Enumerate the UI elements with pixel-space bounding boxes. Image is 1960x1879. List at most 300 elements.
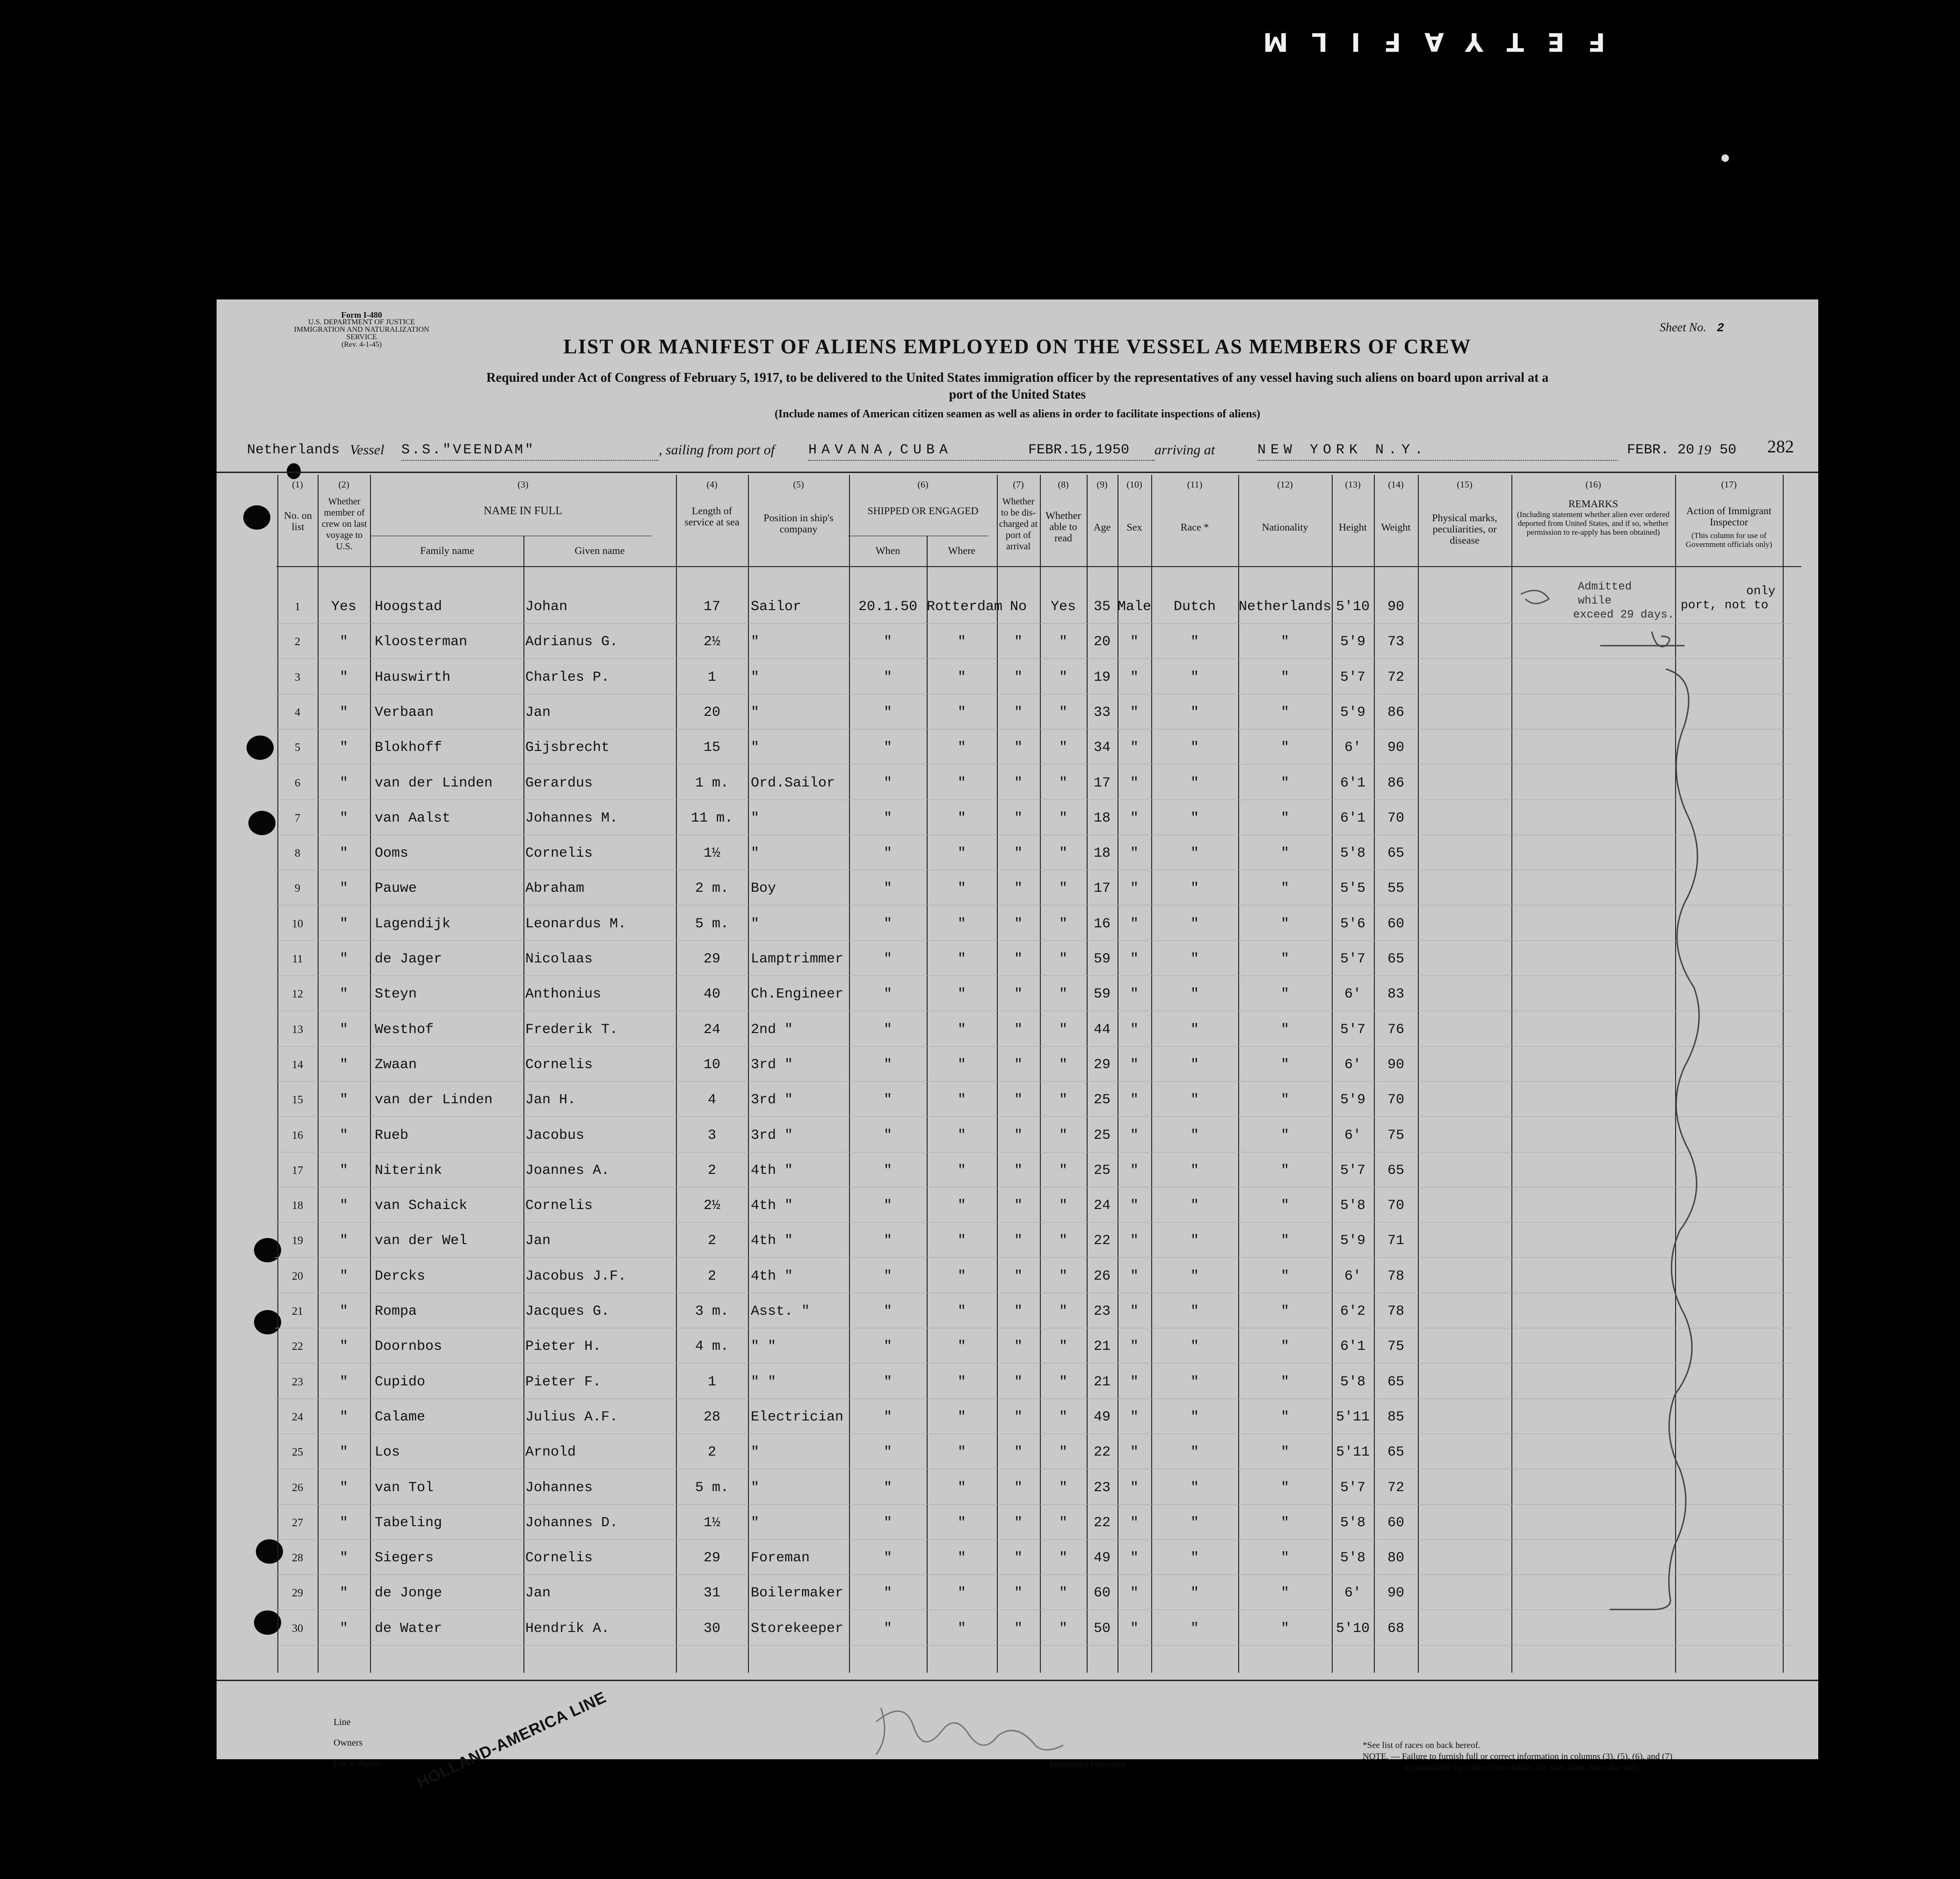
cell-family: Pauwe: [375, 881, 417, 897]
remarks-line-1: Admitted: [1578, 581, 1632, 593]
cell-given: Frederik T.: [525, 1021, 618, 1038]
cell-race: ": [1190, 634, 1199, 650]
cell-sex: ": [1130, 1198, 1139, 1214]
header-remarks: REMARKS: [1568, 498, 1619, 510]
cell-given: Adrianus G.: [525, 634, 618, 650]
cell-disch: ": [1014, 775, 1023, 791]
cell-nat: ": [1280, 1268, 1289, 1284]
cell-where: ": [957, 1127, 966, 1143]
cell-position: ": [751, 1444, 760, 1461]
cell-position: ": [751, 916, 760, 932]
cell-crew: ": [339, 1479, 348, 1496]
cell-given: Johan: [525, 599, 568, 615]
cell-race: ": [1190, 1304, 1199, 1319]
remarks-line-3: exceed 29 days.: [1573, 609, 1675, 621]
cell-weight: 71: [1387, 1233, 1404, 1249]
cell-given: Nicolaas: [525, 951, 593, 967]
cell-age: 59: [1093, 951, 1111, 967]
cell-crew: ": [339, 1620, 348, 1637]
cell-height: 5'10: [1336, 599, 1370, 615]
cell-race: ": [1190, 669, 1199, 685]
cell-given: Jan: [525, 704, 551, 721]
cell-sex: ": [1130, 1056, 1139, 1073]
cell-nat: ": [1280, 1127, 1289, 1143]
cell-given: Joannes A.: [525, 1162, 610, 1179]
cell-read: ": [1059, 1515, 1067, 1531]
cell-position: Sailor: [751, 599, 802, 615]
header-physical-marks: Physical marks, peculiarities, or disease: [1432, 512, 1497, 546]
cell-read: ": [1059, 1021, 1067, 1038]
cell-when: ": [883, 986, 892, 1003]
cell-height: 5'8: [1340, 1515, 1365, 1531]
footer-note-text-1: — Failure to furnish full or correct information in columns (3), (5), (6), and (7): [1391, 1752, 1673, 1762]
cell-race: ": [1190, 1374, 1199, 1390]
col-num: (14): [1388, 480, 1404, 490]
cell-nat: ": [1280, 669, 1289, 685]
cell-crew: ": [339, 1515, 348, 1531]
cell-disch: ": [1014, 916, 1023, 932]
cell-crew: ": [339, 1162, 348, 1179]
cell-age: 20: [1093, 634, 1111, 650]
cell-race: ": [1190, 1550, 1199, 1566]
cell-age: 16: [1093, 916, 1111, 932]
cell-nat: Netherlands: [1238, 599, 1332, 615]
cell-position: Storekeeper: [751, 1620, 844, 1637]
cell-no: 8: [295, 847, 300, 860]
col-num: (11): [1187, 480, 1203, 490]
col-num: (16): [1585, 480, 1601, 490]
cell-crew: ": [339, 986, 348, 1003]
cell-service: 4 m.: [695, 1339, 729, 1355]
header-discharged: Whether to be dis-charged at port of arrival: [999, 496, 1038, 552]
cell-service: 5 m.: [695, 916, 729, 932]
cell-age: 24: [1093, 1198, 1111, 1214]
cell-given: Johannes: [525, 1479, 593, 1496]
cell-when: ": [883, 1268, 892, 1284]
cell-disch: ": [1014, 1056, 1023, 1073]
cell-age: 22: [1093, 1515, 1111, 1531]
arrival-date: FEBR. 20: [1627, 442, 1695, 458]
cell-height: 6': [1344, 1268, 1361, 1284]
cell-crew: ": [339, 881, 348, 897]
page-number: 282: [1767, 437, 1794, 457]
cell-service: 15: [703, 740, 720, 756]
cell-service: 30: [703, 1620, 720, 1637]
cell-sex: ": [1130, 1585, 1139, 1602]
cell-disch: ": [1014, 845, 1023, 862]
cell-position: ": [751, 810, 760, 826]
cell-sex: ": [1130, 634, 1139, 650]
cell-crew: ": [339, 775, 348, 791]
footer-line-label: Line: [334, 1717, 351, 1727]
cell-disch: ": [1014, 1374, 1023, 1390]
cell-height: 6': [1344, 1585, 1361, 1602]
cell-read: ": [1059, 669, 1067, 685]
cell-service: 4: [707, 1092, 716, 1108]
cell-read: ": [1059, 1233, 1067, 1249]
cell-when: ": [883, 810, 892, 826]
cell-race: ": [1190, 951, 1199, 967]
film-dot: [1721, 154, 1729, 162]
cell-when: ": [883, 881, 892, 897]
cell-no: 10: [292, 918, 303, 930]
cell-read: ": [1059, 1162, 1067, 1179]
header-height: Height: [1339, 521, 1367, 533]
cell-when: ": [883, 916, 892, 932]
cell-height: 6'1: [1340, 810, 1365, 826]
col-num: (15): [1457, 480, 1473, 490]
cell-sex: ": [1130, 1444, 1139, 1461]
cell-family: Hauswirth: [375, 669, 451, 685]
binder-hole: [243, 505, 270, 530]
cell-position: Boy: [751, 881, 777, 897]
col-num: (12): [1277, 480, 1293, 490]
cell-height: 6': [1344, 1056, 1361, 1073]
cell-nat: ": [1280, 775, 1289, 791]
cell-crew: ": [339, 1550, 348, 1566]
cell-read: ": [1059, 740, 1067, 756]
cell-family: Westhof: [375, 1021, 434, 1038]
cell-family: Dercks: [375, 1268, 426, 1284]
cell-when: ": [883, 1550, 892, 1566]
cell-where: ": [957, 951, 966, 967]
cell-height: 5'8: [1340, 1198, 1365, 1214]
col-num: (13): [1345, 480, 1361, 490]
cell-family: van Tol: [375, 1479, 434, 1496]
cell-no: 17: [292, 1164, 303, 1177]
cell-sex: ": [1130, 810, 1139, 826]
cell-age: 18: [1093, 810, 1111, 826]
cell-where: ": [957, 1585, 966, 1602]
cell-weight: 90: [1387, 1585, 1404, 1602]
cell-service: 1½: [703, 1515, 720, 1531]
cell-where: ": [957, 1021, 966, 1038]
cell-sex: ": [1130, 1409, 1139, 1425]
cell-position: 3rd ": [751, 1127, 793, 1143]
cell-weight: 78: [1387, 1304, 1404, 1319]
cell-sex: ": [1130, 916, 1139, 932]
cell-given: Jacques G.: [525, 1304, 610, 1319]
header-crew-last-voyage: Whether member of crew on last voyage to U.S.: [321, 496, 367, 552]
cell-no: 14: [292, 1058, 303, 1071]
remarks-line-2: while: [1578, 595, 1612, 607]
cell-nat: ": [1280, 1092, 1289, 1108]
cell-weight: 72: [1387, 669, 1404, 685]
cell-race: ": [1190, 1233, 1199, 1249]
cell-height: 5'7: [1340, 1162, 1365, 1179]
cell-race: ": [1190, 1092, 1199, 1108]
cell-height: 5'9: [1340, 1092, 1365, 1108]
cell-nat: ": [1280, 1550, 1289, 1566]
cell-nat: ": [1280, 916, 1289, 932]
cell-sex: ": [1130, 951, 1139, 967]
cell-disch: ": [1014, 1233, 1023, 1249]
cell-family: Rompa: [375, 1304, 417, 1319]
cell-weight: 83: [1387, 986, 1404, 1003]
cell-nat: ": [1280, 810, 1289, 826]
cell-when: ": [883, 1444, 892, 1461]
cell-crew: ": [339, 916, 348, 932]
cell-crew: ": [339, 810, 348, 826]
cell-weight: 65: [1387, 951, 1404, 967]
cell-given: Julius A.F.: [525, 1409, 618, 1425]
cell-weight: 68: [1387, 1620, 1404, 1637]
cell-age: 33: [1093, 704, 1111, 721]
cell-position: Foreman: [751, 1550, 810, 1566]
footer-inspector-label: Immigrant Inspector: [1049, 1759, 1126, 1770]
cell-read: ": [1059, 1056, 1067, 1073]
cell-read: ": [1059, 1444, 1067, 1461]
cell-height: 5'8: [1340, 1374, 1365, 1390]
cell-read: ": [1059, 1374, 1067, 1390]
cell-where: ": [957, 1479, 966, 1496]
cell-no: 21: [292, 1305, 303, 1318]
cell-nat: ": [1280, 1056, 1289, 1073]
cell-given: Anthonius: [525, 986, 602, 1003]
cell-crew: ": [339, 1092, 348, 1108]
cell-age: 25: [1093, 1127, 1111, 1143]
cell-disch: ": [1014, 1550, 1023, 1566]
cell-age: 21: [1093, 1339, 1111, 1355]
cell-no: 16: [292, 1129, 303, 1142]
cell-no: 15: [292, 1094, 303, 1107]
cell-disch: ": [1014, 704, 1023, 721]
cell-given: Arnold: [525, 1444, 576, 1461]
cell-given: Gijsbrecht: [525, 740, 610, 756]
cell-crew: ": [339, 740, 348, 756]
header-where: Where: [948, 545, 976, 556]
cell-race: ": [1190, 1162, 1199, 1179]
cell-read: ": [1059, 1092, 1067, 1108]
cell-family: Steyn: [375, 986, 417, 1003]
cell-age: 35: [1093, 599, 1111, 615]
cell-age: 17: [1093, 881, 1111, 897]
header-weight: Weight: [1381, 521, 1411, 533]
cell-weight: 90: [1387, 740, 1404, 756]
cell-sex: ": [1130, 1339, 1139, 1355]
cell-sex: ": [1130, 1374, 1139, 1390]
cell-no: 25: [292, 1446, 303, 1459]
cell-race: ": [1190, 1127, 1199, 1143]
cell-sex: ": [1130, 1268, 1139, 1284]
cell-weight: 86: [1387, 704, 1404, 721]
cell-crew: ": [339, 951, 348, 967]
cell-where: ": [957, 845, 966, 862]
cell-race: ": [1190, 1585, 1199, 1602]
cell-weight: 85: [1387, 1409, 1404, 1425]
cell-service: 2: [707, 1233, 716, 1249]
cell-position: Ord.Sailor: [751, 775, 835, 791]
cell-service: 1½: [703, 845, 720, 862]
cell-crew: ": [339, 1233, 348, 1249]
cell-race: Dutch: [1173, 599, 1216, 615]
cell-family: van der Wel: [375, 1233, 468, 1249]
cell-given: Jan: [525, 1585, 551, 1602]
col-num: (4): [706, 480, 718, 490]
departure-date: FEBR.15,1950: [1028, 442, 1130, 458]
cell-position: Lamptrimmer: [751, 951, 844, 967]
cell-when: ": [883, 1162, 892, 1179]
cell-when: ": [883, 634, 892, 650]
arrival-port: NEW YORK N.Y.: [1257, 442, 1428, 458]
sheet-number-label: [1660, 320, 1724, 335]
cell-crew: ": [339, 1268, 348, 1284]
manifest-subtitle-2: port of the United States: [949, 387, 1086, 402]
form-service: IMMIGRATION AND NATURALIZATION SERVICE: [294, 326, 429, 341]
col-num: (1): [292, 480, 303, 490]
cell-age: 21: [1093, 1374, 1111, 1390]
cell-read: ": [1059, 845, 1067, 862]
cell-height: 5'7: [1340, 1479, 1365, 1496]
form-dept: U.S. DEPARTMENT OF JUSTICE: [308, 318, 415, 326]
cell-service: 40: [703, 986, 720, 1003]
cell-age: 34: [1093, 740, 1111, 756]
cell-where: ": [957, 704, 966, 721]
cell-where: ": [957, 1162, 966, 1179]
cell-crew: ": [339, 1198, 348, 1214]
cell-given: Jan H.: [525, 1092, 576, 1108]
cell-where: ": [957, 1339, 966, 1355]
cell-height: 6': [1344, 986, 1361, 1003]
cell-service: 2: [707, 1268, 716, 1284]
footer-note-text-2: is punishable by a fine of ten dollars for each alien. See other side.: [1405, 1763, 1641, 1773]
cell-where: Rotterdam: [927, 599, 1003, 615]
cell-race: ": [1190, 986, 1199, 1003]
cell-nat: ": [1280, 1515, 1289, 1531]
cell-nat: ": [1280, 1198, 1289, 1214]
cell-family: Lagendijk: [375, 916, 451, 932]
col-num: (3): [517, 480, 529, 490]
cell-where: ": [957, 881, 966, 897]
cell-when: ": [883, 1620, 892, 1637]
cell-given: Charles P.: [525, 669, 610, 685]
cell-given: Pieter F.: [525, 1374, 602, 1390]
cell-weight: 90: [1387, 1056, 1404, 1073]
cell-disch: ": [1014, 740, 1023, 756]
cell-service: 29: [703, 951, 720, 967]
voyage-line: [247, 437, 1794, 461]
header-family-name: Family name: [420, 545, 474, 556]
cell-where: ": [957, 1515, 966, 1531]
cell-position: Asst. ": [751, 1304, 810, 1319]
cell-disch: ": [1014, 1198, 1023, 1214]
cell-where: ": [957, 1233, 966, 1249]
cell-service: 2½: [703, 1198, 720, 1214]
cell-read: ": [1059, 951, 1067, 967]
cell-race: ": [1190, 1444, 1199, 1461]
cell-sex: ": [1130, 986, 1139, 1003]
cell-weight: 70: [1387, 1198, 1404, 1214]
cell-given: Abraham: [525, 881, 585, 897]
cell-given: Johannes M.: [525, 810, 618, 826]
cell-nat: ": [1280, 1620, 1289, 1637]
cell-disch: ": [1014, 951, 1023, 967]
cell-weight: 75: [1387, 1339, 1404, 1355]
arrival-year: 50: [1720, 442, 1737, 458]
cell-position: Ch.Engineer: [751, 986, 844, 1003]
cell-where: ": [957, 1444, 966, 1461]
cell-service: 1 m.: [695, 775, 729, 791]
cell-when: ": [883, 1127, 892, 1143]
cell-sex: ": [1130, 669, 1139, 685]
cell-service: 11 m.: [690, 810, 733, 826]
cell-family: Los: [375, 1444, 400, 1461]
cell-family: Rueb: [375, 1127, 409, 1143]
cell-no: 24: [292, 1411, 303, 1423]
cell-age: 50: [1093, 1620, 1111, 1637]
header-able-to-read: Whether able to read: [1045, 510, 1081, 544]
cell-where: ": [957, 810, 966, 826]
cell-given: Hendrik A.: [525, 1620, 610, 1637]
footer-note: [1363, 1752, 1672, 1762]
cell-crew: ": [339, 1409, 348, 1425]
col-num: (17): [1721, 480, 1737, 490]
cell-sex: ": [1130, 1550, 1139, 1566]
cell-service: 2: [707, 1162, 716, 1179]
cell-where: ": [957, 1304, 966, 1319]
cell-when: ": [883, 1304, 892, 1319]
cell-disch: ": [1014, 881, 1023, 897]
cell-where: ": [957, 1056, 966, 1073]
cell-weight: 70: [1387, 1092, 1404, 1108]
cell-no: 27: [292, 1516, 303, 1529]
footer-races-note: *See list of races on back hereof.: [1363, 1741, 1481, 1750]
cell-no: 5: [295, 742, 300, 754]
cell-service: 10: [703, 1056, 720, 1073]
cell-crew: ": [339, 1585, 348, 1602]
cell-weight: 72: [1387, 1479, 1404, 1496]
cell-position: 4th ": [751, 1198, 793, 1214]
cell-height: 5'7: [1340, 951, 1365, 967]
cell-age: 26: [1093, 1268, 1111, 1284]
cell-service: 2½: [703, 634, 720, 650]
cell-family: van der Linden: [375, 1092, 493, 1108]
cell-nat: ": [1280, 1409, 1289, 1425]
cell-when: ": [883, 1339, 892, 1355]
cell-nat: ": [1280, 740, 1289, 756]
cell-sex: Male: [1118, 599, 1152, 615]
cell-read: ": [1059, 1585, 1067, 1602]
cell-sex: ": [1130, 1162, 1139, 1179]
col-num: (5): [793, 480, 804, 490]
arriving-label: arriving at: [1154, 442, 1215, 458]
cell-no: 26: [292, 1481, 303, 1494]
cell-no: 4: [295, 706, 300, 719]
cell-nat: ": [1280, 1233, 1289, 1249]
cell-read: ": [1059, 634, 1067, 650]
cell-when: ": [883, 1021, 892, 1038]
footer-agents-label: Local Agents: [334, 1758, 384, 1769]
arrival-year-19: 19: [1697, 442, 1711, 458]
cell-where: ": [957, 1374, 966, 1390]
form-rev: (Rev. 4-1-45): [341, 341, 382, 349]
cell-sex: ": [1130, 1233, 1139, 1249]
cell-given: Cornelis: [525, 1550, 593, 1566]
cell-read: ": [1059, 1127, 1067, 1143]
cell-family: Tabeling: [375, 1515, 443, 1531]
cell-disch: ": [1014, 1444, 1023, 1461]
port-underline: [808, 460, 1154, 461]
header-nationality: Nationality: [1262, 521, 1308, 533]
cell-position: ": [751, 845, 760, 862]
film-label: FETYAFILM: [1240, 27, 1605, 57]
cell-service: 29: [703, 1550, 720, 1566]
cell-when: 20.1.50: [858, 599, 918, 615]
cell-position: 3rd ": [751, 1056, 793, 1073]
cell-when: ": [883, 1233, 892, 1249]
cell-race: ": [1190, 881, 1199, 897]
cell-no: 19: [292, 1235, 303, 1247]
